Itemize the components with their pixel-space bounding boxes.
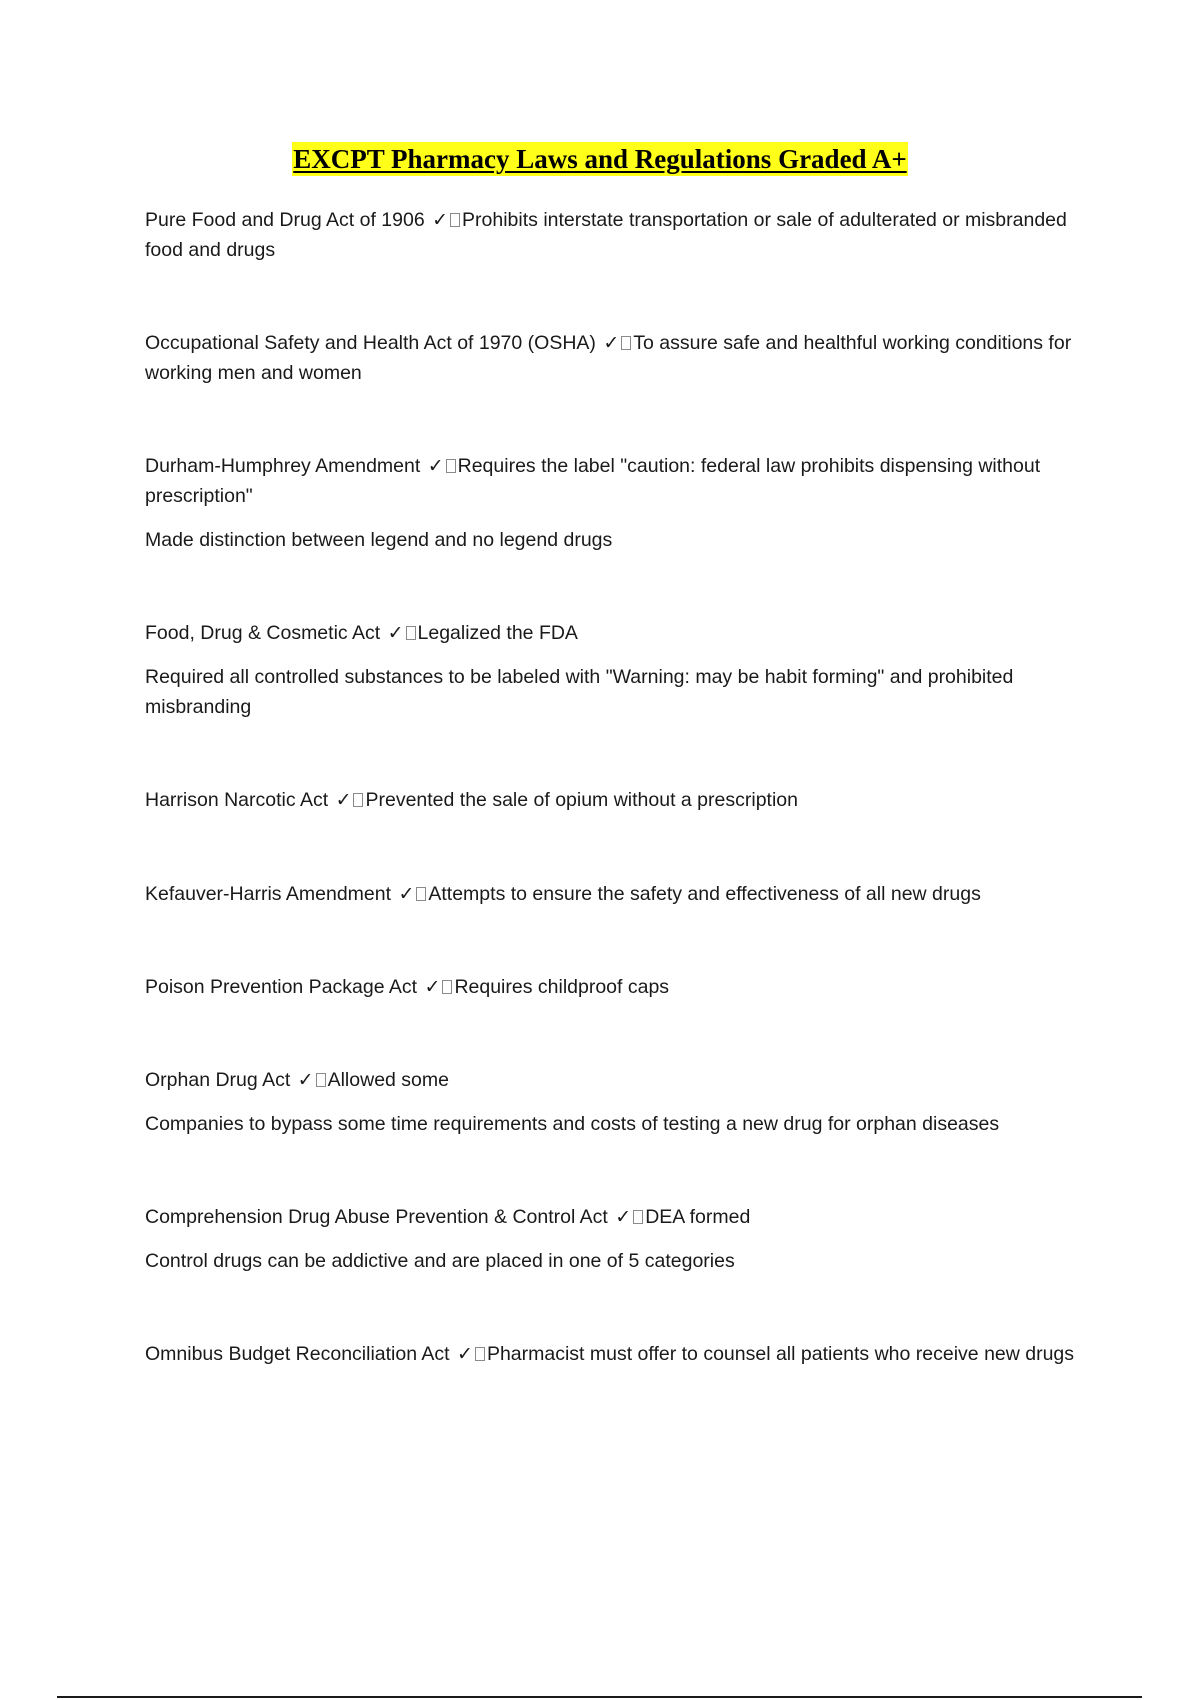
- entry-line: [145, 785, 1090, 815]
- entry-term: Poison Prevention Package Act: [145, 976, 418, 998]
- entry-line: [145, 328, 1090, 388]
- box-icon: [621, 336, 631, 350]
- entry-poison-prevention: [145, 972, 1090, 1002]
- box-icon: [475, 1347, 485, 1361]
- box-icon: [416, 887, 426, 901]
- box-icon: [442, 980, 452, 994]
- title-wrapper: [0, 142, 1200, 176]
- check-icon: ✓: [615, 1206, 632, 1228]
- entry-line: [145, 1202, 1090, 1232]
- check-icon: ✓: [424, 976, 441, 998]
- entry-extra: Required all controlled substances to be labeled with "Warning: may be habit forming" and prohibited misbranding: [145, 666, 1014, 718]
- entry-term: Pure Food and Drug Act of 1906: [145, 209, 425, 231]
- check-icon: ✓: [457, 1343, 473, 1365]
- entry-term: Omnibus Budget Reconciliation Act: [145, 1343, 450, 1365]
- entries-list: [145, 205, 1090, 1369]
- entry-kefauver-harris: [145, 879, 1090, 909]
- entry-harrison-narcotic: [145, 785, 1090, 815]
- entry-food-drug-cosmetic: [145, 618, 1090, 722]
- entry-omnibus-budget: [145, 1339, 1090, 1369]
- check-icon: ✓: [297, 1069, 314, 1091]
- document-title: EXCPT Pharmacy Laws and Regulations Graded A+: [293, 144, 907, 174]
- entry-term: Comprehension Drug Abuse Prevention & Control Act: [145, 1206, 608, 1228]
- entry-term: Harrison Narcotic Act: [145, 789, 329, 811]
- check-icon: ✓: [387, 622, 404, 644]
- entry-definition: DEA formed: [645, 1206, 751, 1228]
- entry-definition: Attempts to ensure the safety and effectiveness of all new drugs: [428, 883, 981, 905]
- entry-definition: To assure safe and healthful working conditions for working men and women: [145, 332, 1072, 384]
- box-icon: [316, 1073, 326, 1087]
- box-icon: [406, 626, 416, 640]
- entry-drug-abuse-prevention: [145, 1202, 1090, 1276]
- entry-definition: Legalized the FDA: [417, 622, 578, 644]
- check-icon: ✓: [427, 455, 444, 477]
- entry-line: [145, 618, 1090, 648]
- check-icon: ✓: [603, 332, 620, 354]
- box-icon: [633, 1210, 643, 1224]
- entry-definition: Requires the label "caution: federal law prohibits dispensing without prescription": [145, 455, 1041, 507]
- check-icon: ✓: [398, 883, 415, 905]
- entry-line: [145, 451, 1090, 511]
- entry-line: [145, 1339, 1090, 1369]
- entry-definition: Allowed some: [327, 1069, 449, 1091]
- entry-definition: Pharmacist must offer to counsel all patients who receive new drugs: [486, 1343, 1075, 1365]
- entry-extra: Control drugs can be addictive and are placed in one of 5 categories: [145, 1250, 735, 1272]
- box-icon: [446, 459, 456, 473]
- entry-line: [145, 972, 1090, 1002]
- entry-extra: Companies to bypass some time requirements and costs of testing a new drug for orphan diseases: [145, 1113, 1000, 1135]
- entry-pure-food-drug-act: [145, 205, 1090, 265]
- footer-rule: [57, 1696, 1142, 1698]
- entry-term: Food, Drug & Cosmetic Act: [145, 622, 381, 644]
- entry-line: [145, 879, 1090, 909]
- entry-line: [145, 205, 1090, 265]
- entry-term: Kefauver-Harris Amendment: [145, 883, 392, 905]
- box-icon: [353, 793, 363, 807]
- entry-term: Orphan Drug Act: [145, 1069, 291, 1091]
- entry-orphan-drug: [145, 1065, 1090, 1139]
- entry-line: [145, 1065, 1090, 1095]
- check-icon: ✓: [432, 209, 449, 231]
- box-icon: [450, 213, 460, 227]
- entry-extra: Made distinction between legend and no legend drugs: [145, 529, 613, 551]
- check-icon: ✓: [335, 789, 352, 811]
- entry-definition: Requires childproof caps: [454, 976, 670, 998]
- entry-term: Occupational Safety and Health Act of 1970 (OSHA): [145, 332, 596, 354]
- entry-durham-humphrey: [145, 451, 1090, 555]
- entry-definition: Prohibits interstate transportation or sale of adulterated or misbranded food and drugs: [145, 209, 1067, 261]
- entry-osha: [145, 328, 1090, 388]
- entry-definition: Prevented the sale of opium without a prescription: [365, 789, 798, 811]
- entry-term: Durham-Humphrey Amendment: [145, 455, 421, 477]
